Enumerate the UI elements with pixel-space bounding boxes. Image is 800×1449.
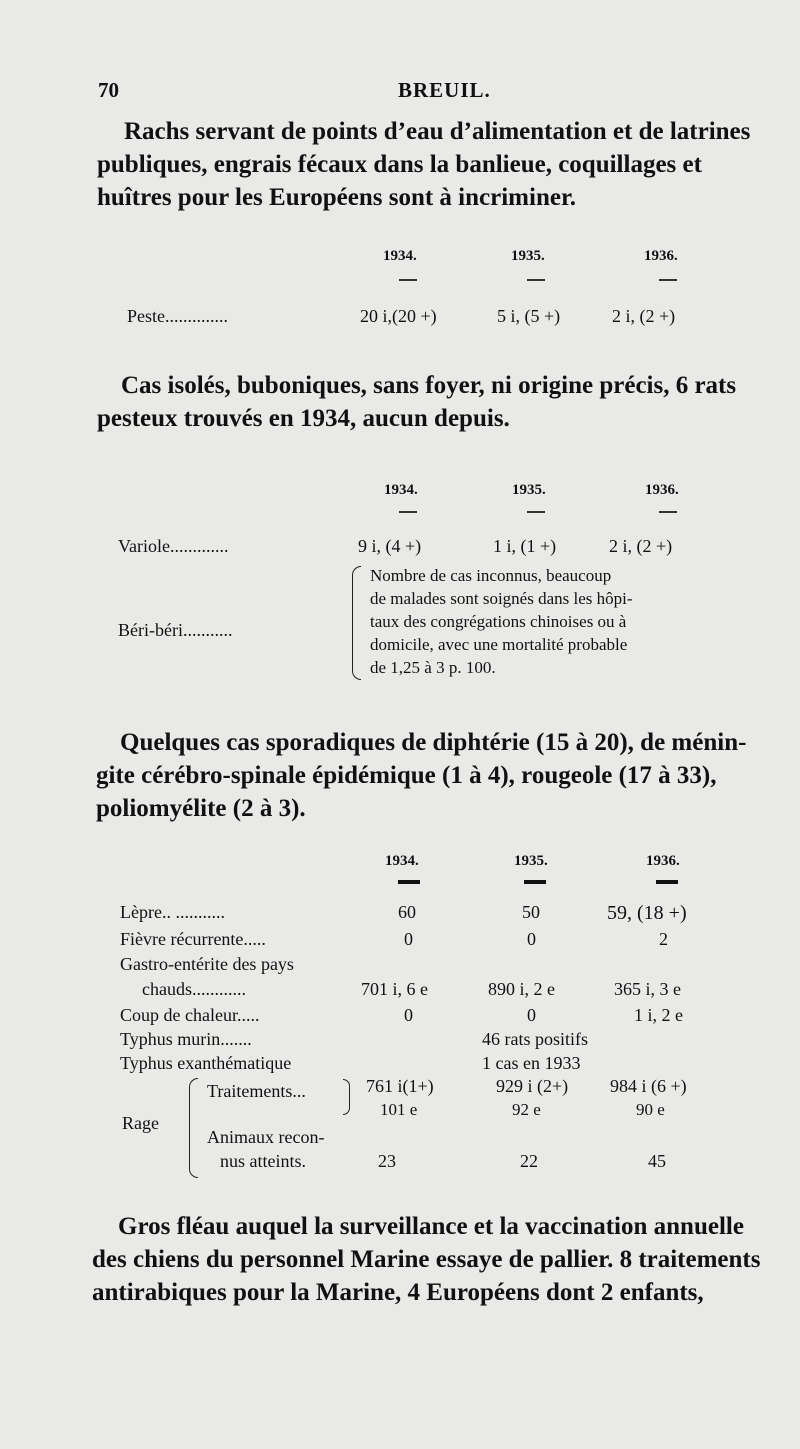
paragraph-line: Cas isolés, buboniques, sans foyer, ni origine précis, 6 rats [121, 372, 737, 399]
cell-value: 46 rats positifs [482, 1029, 588, 1049]
cell-value: 2 i, (2 +) [612, 306, 676, 326]
note-line: Nombre de cas inconnus, beaucoup [370, 566, 612, 585]
row-label-peste: Peste.............. [127, 306, 228, 326]
row-label-animaux: nus atteints. [220, 1151, 306, 1171]
row-label-animaux: Animaux recon- [207, 1127, 325, 1147]
dash-rule [398, 880, 420, 884]
row-label-rage: Rage [122, 1113, 159, 1133]
row-label-lepre: Lèpre.. ........... [120, 902, 225, 922]
cell-value: 101 e [380, 1100, 418, 1119]
row-label-fievre: Fièvre récurrente..... [120, 929, 266, 949]
cell-value: 0 [527, 1005, 536, 1025]
year-header: 1936. [644, 248, 678, 264]
row-label-variole: Variole............. [118, 536, 229, 556]
paragraph-line: gite cérébro-spinale épidémique (1 à 4), rougeole (17 à 33), [96, 762, 717, 789]
cell-value: 90 e [636, 1100, 665, 1119]
year-header: 1934. [384, 482, 418, 498]
cell-value: 92 e [512, 1100, 541, 1119]
cell-value: 59, (18 +) [607, 902, 687, 924]
paragraph-line: antirabiques pour la Marine, 4 Européens dont 2 enfants, [92, 1279, 704, 1306]
cell-value: 9 i, (4 +) [358, 536, 422, 556]
year-header: 1935. [512, 482, 546, 498]
cell-value: 5 i, (5 +) [497, 306, 561, 326]
cell-value: 0 [404, 1005, 413, 1025]
brace [189, 1078, 198, 1178]
paragraph-line: Quelques cas sporadiques de diphtérie (15 à 20), de ménin- [120, 729, 747, 756]
paragraph-line: poliomyélite (2 à 3). [96, 795, 306, 822]
dash-rule [527, 511, 545, 513]
row-label-traitements: Traitements... [207, 1081, 306, 1101]
paragraph-line: pesteux trouvés en 1934, aucun depuis. [97, 405, 510, 432]
note-line: de malades sont soignés dans les hôpi- [370, 589, 633, 608]
cell-value: 0 [404, 929, 413, 949]
year-header: 1934. [383, 248, 417, 264]
cell-value: 929 i (2+) [496, 1076, 569, 1096]
brace [343, 1079, 350, 1115]
cell-value: 23 [378, 1151, 396, 1171]
dash-rule [524, 880, 546, 884]
dash-rule [659, 279, 677, 281]
cell-value: 365 i, 3 e [614, 979, 681, 999]
cell-value: 20 i,(20 +) [360, 306, 437, 326]
cell-value: 60 [398, 902, 416, 922]
dash-rule [659, 511, 677, 513]
brace [352, 566, 361, 680]
paragraph-line: publiques, engrais fécaux dans la banlieue, coquillages et [97, 151, 702, 178]
dash-rule [656, 880, 678, 884]
paragraph-line: huîtres pour les Européens sont à incriminer. [97, 184, 576, 211]
note-line: de 1,25 à 3 p. 100. [370, 658, 496, 677]
cell-value: 45 [648, 1151, 666, 1171]
year-header: 1935. [514, 853, 548, 869]
running-title: BREUIL. [398, 78, 491, 102]
cell-value: 1 cas en 1933 [482, 1053, 581, 1073]
row-label-coup: Coup de chaleur..... [120, 1005, 260, 1025]
cell-value: 2 [659, 929, 668, 949]
year-header: 1934. [385, 853, 419, 869]
page-number: 70 [98, 78, 119, 102]
row-label-typhus-murin: Typhus murin....... [120, 1029, 252, 1049]
cell-value: 701 i, 6 e [361, 979, 428, 999]
note-line: domicile, avec une mortalité probable [370, 635, 628, 654]
dash-rule [399, 511, 417, 513]
cell-value: 1 i, (1 +) [493, 536, 557, 556]
year-header: 1935. [511, 248, 545, 264]
cell-value: 50 [522, 902, 540, 922]
paragraph-line: Rachs servant de points d’eau d’alimentation et de latrines [124, 118, 751, 145]
cell-value: 2 i, (2 +) [609, 536, 673, 556]
row-label-typhus-exan: Typhus exanthématique [120, 1053, 292, 1073]
row-label-gastro: Gastro-entérite des pays [120, 954, 294, 974]
cell-value: 761 i(1+) [366, 1076, 434, 1096]
cell-value: 1 i, 2 e [634, 1005, 683, 1025]
cell-value: 22 [520, 1151, 538, 1171]
year-header: 1936. [646, 853, 680, 869]
paragraph-line: Gros fléau auquel la surveillance et la vaccination annuelle [118, 1213, 744, 1240]
paragraph-line: des chiens du personnel Marine essaye de pallier. 8 traitements [92, 1246, 761, 1273]
cell-value: 890 i, 2 e [488, 979, 555, 999]
year-header: 1936. [645, 482, 679, 498]
cell-value: 984 i (6 +) [610, 1076, 687, 1096]
dash-rule [399, 279, 417, 281]
cell-value: 0 [527, 929, 536, 949]
dash-rule [527, 279, 545, 281]
note-line: taux des congrégations chinoises ou à [370, 612, 627, 631]
row-label-beriberi: Béri-béri........... [118, 620, 233, 640]
row-label-gastro: chauds............ [142, 979, 246, 999]
